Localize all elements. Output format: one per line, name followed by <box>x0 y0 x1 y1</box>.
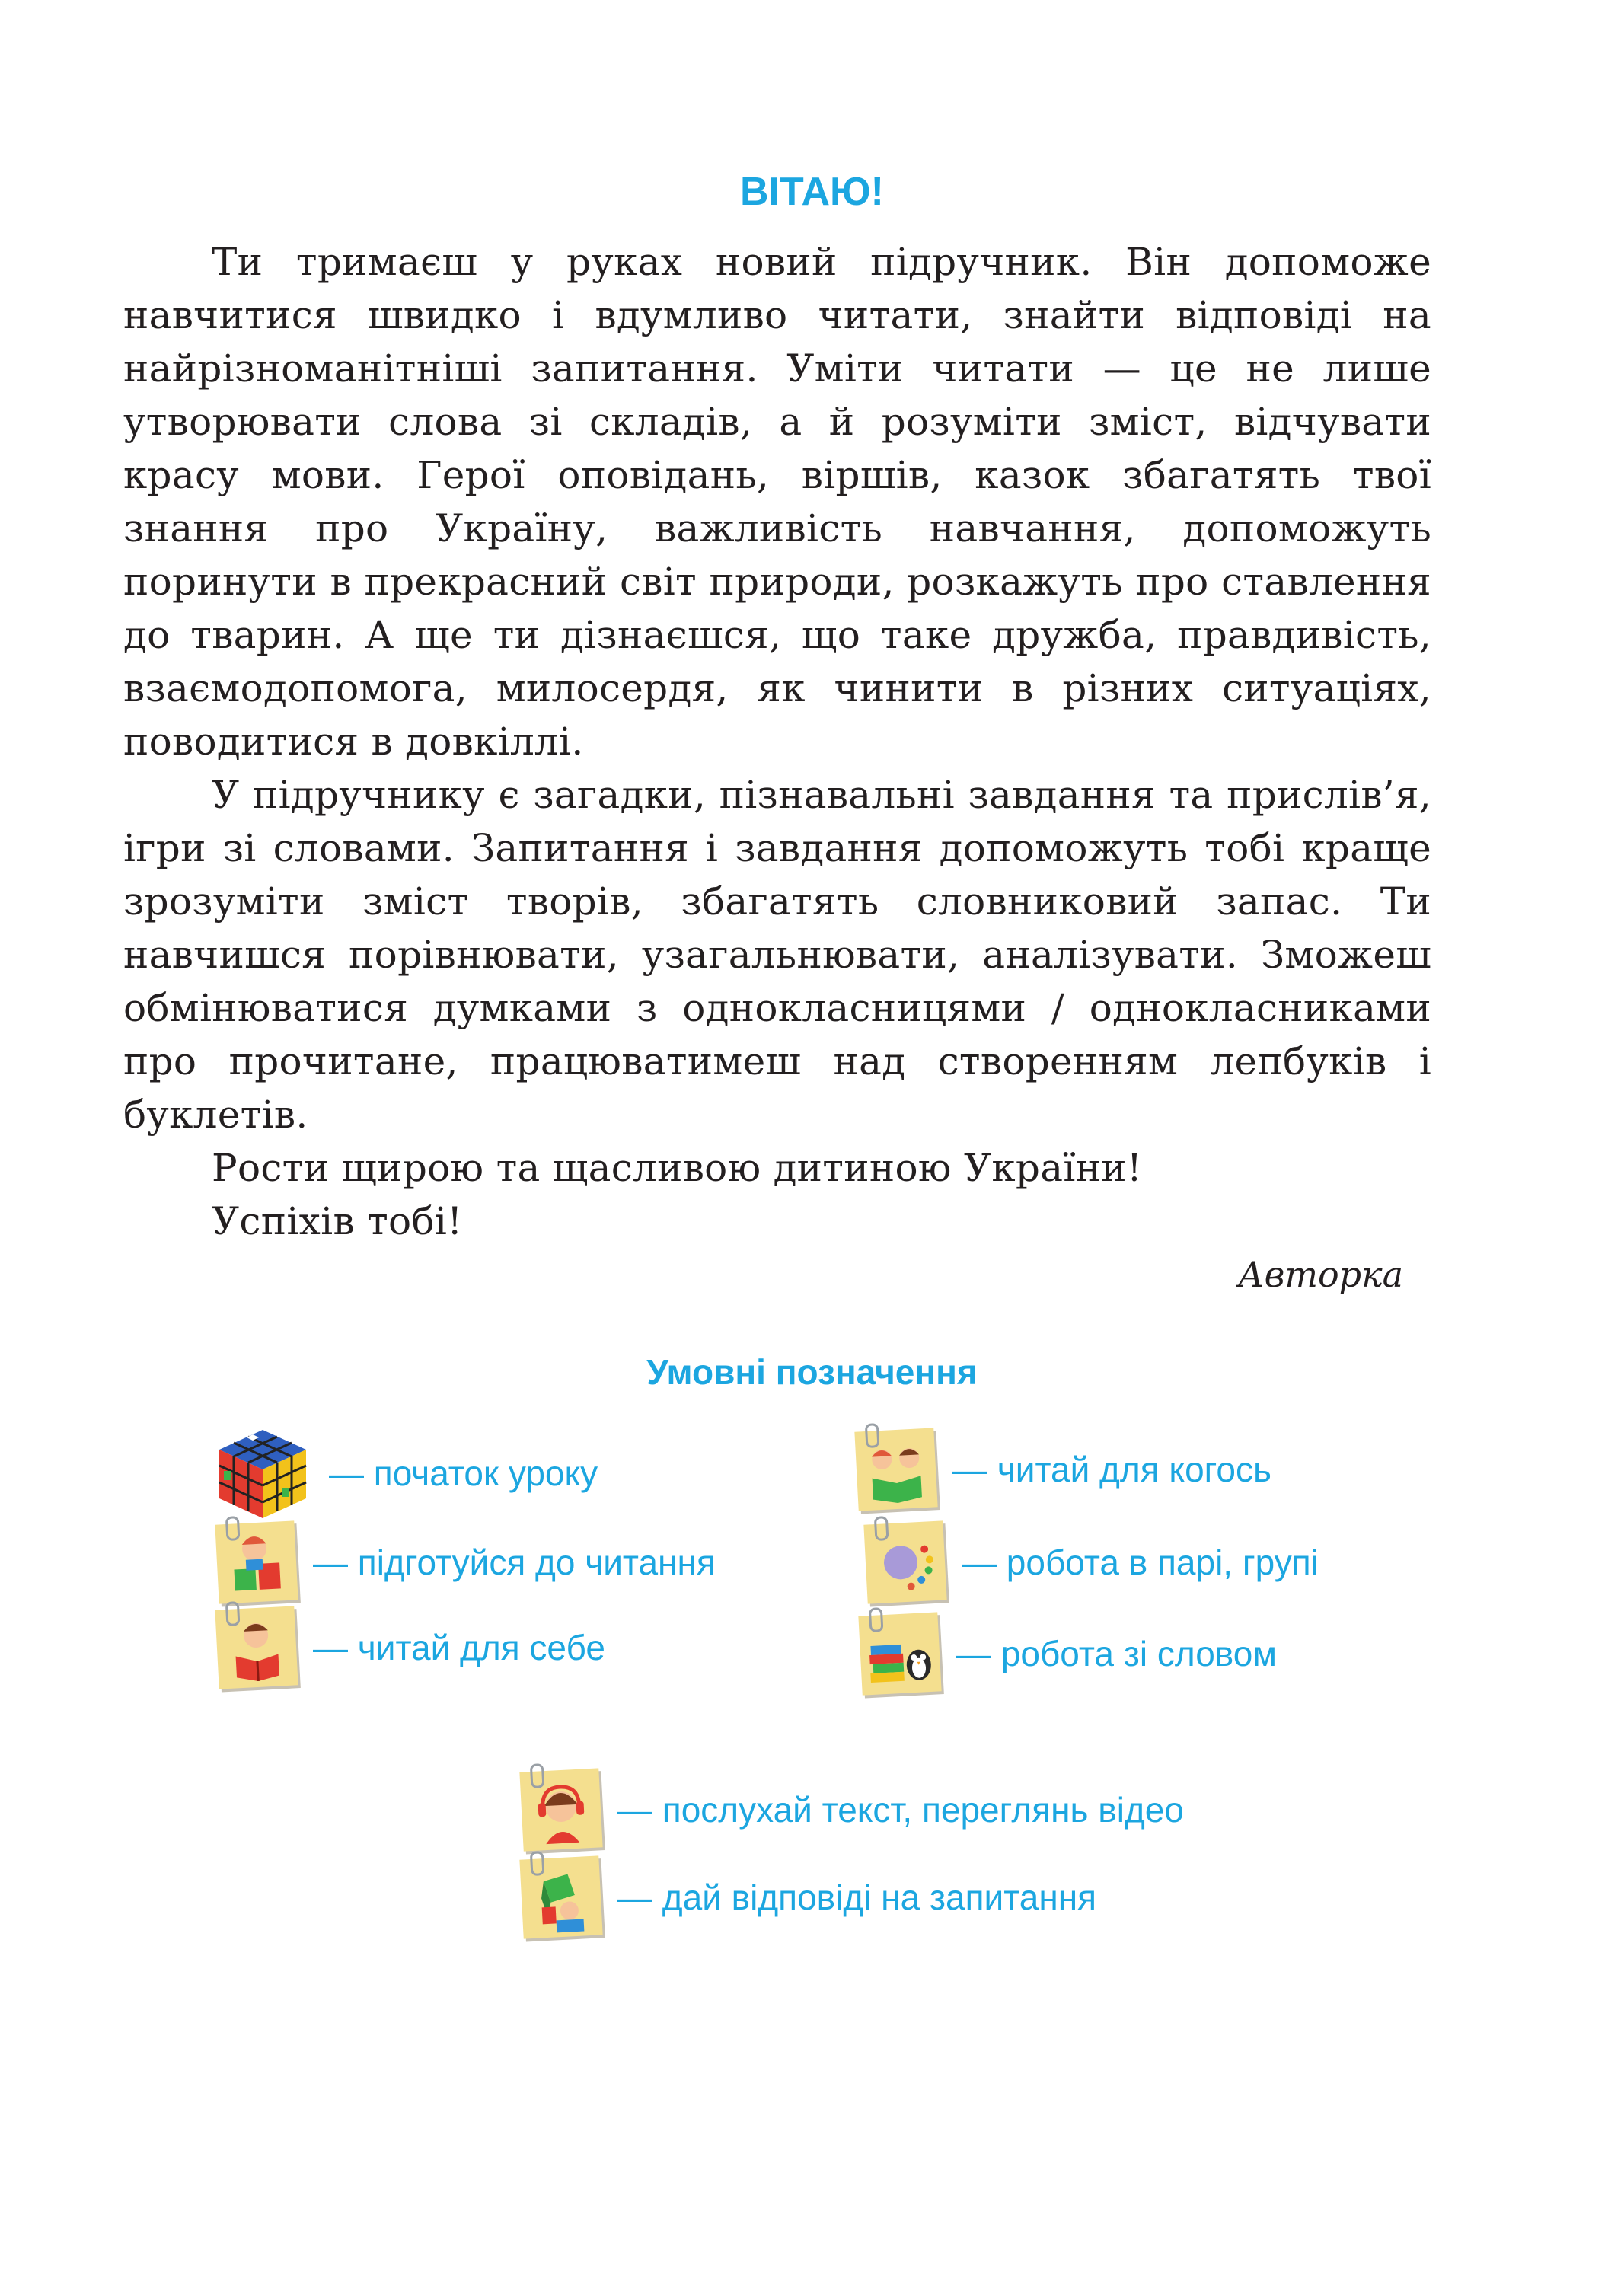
legend-title: Умовні позначення <box>646 1352 978 1392</box>
read-for-someone-icon <box>854 1428 937 1511</box>
word-work-icon <box>858 1612 941 1695</box>
listen-watch-icon <box>519 1768 602 1851</box>
legend-label: — підготуйся до читання <box>313 1543 716 1582</box>
legend-item-read-for-yourself <box>217 1608 605 1687</box>
prepare-reading-icon <box>215 1520 298 1603</box>
signature: Авторка <box>1237 1254 1403 1295</box>
legend-label: — робота в парі, групі <box>962 1543 1319 1582</box>
legend-label: — початок уроку <box>329 1453 598 1493</box>
paragraph: Успіхів тобі! <box>212 1199 463 1243</box>
legend-label: — читай для когось <box>952 1450 1271 1489</box>
legend-item-answer-questions <box>522 1858 1096 1937</box>
legend-item-read-for-someone <box>857 1430 1271 1509</box>
answer-questions-icon <box>519 1855 602 1938</box>
legend-item-lesson-start <box>213 1424 598 1523</box>
paragraph: Ти тримаєш у руках новий підручник. Він допоможе навчитися швидко і вдумливо читати, знайти відповіді на найрізноманітніші запитання. Уміти читати — це не лише утворювати слова зі складів, а й розуміти зміст, відчувати красу мови. Герої оповідань, віршів, казок збагатять твої знання про Україну, важливість навчання, допоможуть поринути в прекрасний світ природи, розкажуть про ставлення до тварин. А ще ти дізнаєшся, що таке дружба, правдивість, взаємодопомога, милосердя, як чинити в різних ситуаціях, поводитися в довкіллі. <box>123 240 1431 764</box>
legend-item-word-work <box>860 1614 1277 1693</box>
legend-label: — дай відповіді на запитання <box>617 1878 1097 1917</box>
intro-text <box>123 235 1431 1248</box>
pair-group-work-icon <box>863 1520 946 1603</box>
paragraph: У підручнику є загадки, пізнавальні завдання та прислів’я, ігри зі словами. Запитання і завдання допоможуть тобі краще зрозуміти зміст творів, збагатять словниковий запас. Ти навчишся порівнювати, узагальнювати, аналізувати. Зможеш обмінюватися думками з однокласницями / однокласниками про прочитане, працюватимеш над створенням лепбуків і буклетів. <box>123 773 1431 1137</box>
page-title: ВІТАЮ! <box>740 170 884 214</box>
legend-item-pair-group-work <box>866 1523 1319 1602</box>
read-for-yourself-icon <box>215 1606 298 1689</box>
legend-label: — читай для себе <box>313 1628 605 1667</box>
legend-label: — робота зі словом <box>956 1634 1277 1673</box>
rubiks-cube-icon <box>213 1424 312 1523</box>
legend-item-listen-watch <box>522 1770 1184 1849</box>
legend-label: — послухай текст, переглянь відео <box>617 1790 1184 1830</box>
paragraph: Рости щирою та щасливою дитиною України! <box>212 1146 1143 1190</box>
legend-item-prepare-reading <box>217 1523 716 1602</box>
